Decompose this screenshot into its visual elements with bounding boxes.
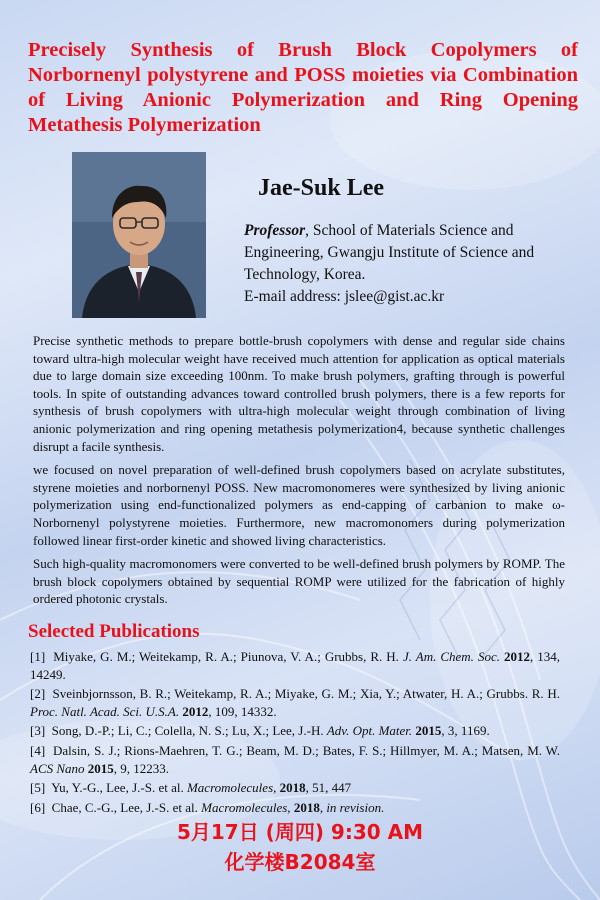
speaker-affiliation-text: , School of Materials Science and Engineering, Gwangju Institute of Science and Technology, Korea.: [244, 222, 535, 283]
publication-item: [2] Sveinbjornsson, B. R.; Weitekamp, R. A.; Miyake, G. M.; Xia, Y.; Atwater, H. A.; Grubbs. R. H. Proc. Natl. Acad. Sci. U.S.A. 2012, 109, 14332.: [30, 686, 560, 719]
talk-title: Precisely Synthesis of Brush Block Copolymers of Norbornenyl polystyrene and POSS moieties via Combination of Living Anionic Polymerization and Ring Opening Metathesis Polymerization: [28, 39, 578, 136]
event-location: 化学楼B2084室: [224, 850, 376, 874]
publication-item: [4] Dalsin, S. J.; Rions-Maehren, T. G.; Beam, M. D.; Bates, F. S.; Hillmyer, M. A.; Matsen, M. W. ACS Nano 2015, 9, 12233.: [30, 742, 560, 776]
event-datetime: 5月17日 (周四) 9:30 AM: [176, 820, 424, 844]
speaker-affiliation: [244, 220, 574, 308]
abstract-paragraph: we focused on novel preparation of well-defined brush copolymers based on acrylate substitutes, styrene moieties and norbornenyl POSS. New macromonomeres were synthesized by living anionic polymerization using end-functionalized polymers as end-capping of carbanion to make ω-Norbornenyl polystyrene moieties. Furthermore, new macromonomers during polymerization followed linear first-order kinetic and showed living characteristics.: [33, 462, 565, 548]
speaker-name: Jae-Suk Lee: [258, 175, 384, 201]
publication-list: [30, 648, 560, 818]
publication-item: [6] Chae, C.-G., Lee, J.-S. et al. Macromolecules, 2018, in revision.: [30, 799, 385, 815]
publication-item: [3] Song, D.-P.; Li, C.; Colella, N. S.; Lu, X.; Lee, J.-H. Adv. Opt. Mater. 2015, 3, 1169.: [30, 723, 490, 739]
abstract-paragraph: Precise synthetic methods to prepare bottle-brush copolymers with dense and regular side chains toward ultra-high molecular weight have received much attention for application as optical materials due to large domain size exceeding 100nm. To make brush polymers, grafting through is powerful tools. In spite of outstanding advances toward controlled brush polymers, there is a few reports for synthesis of brush copolymers with ultra-high molecular weight through combination of living anionic polymerization and ring opening metathesis polymerization4, because synthetic challenges disrupt a facile synthesis.: [33, 333, 565, 454]
publication-item: [5] Yu, Y.-G., Lee, J.-S. et al. Macromolecules, 2018, 51, 447: [30, 780, 352, 796]
speaker-role: Professor: [244, 222, 306, 239]
speaker-photo: [72, 152, 206, 318]
abstract: [33, 332, 565, 614]
speaker-portrait-icon: [72, 152, 206, 318]
abstract-paragraph: Such high-quality macromonomers were converted to be well-defined brush polymers by ROMP. The brush block copolymers obtained by sequential ROMP were utilized for the fabrication of highly ordered photonic crystals.: [33, 556, 565, 607]
publication-item: [1] Miyake, G. M.; Weitekamp, R. A.; Piunova, V. A.; Grubbs, R. H. J. Am. Chem. Soc. 2012, 134, 14249.: [30, 649, 560, 682]
publications-heading: Selected Publications: [28, 621, 200, 642]
speaker-email: E-mail address: jslee@gist.ac.kr: [244, 288, 445, 305]
